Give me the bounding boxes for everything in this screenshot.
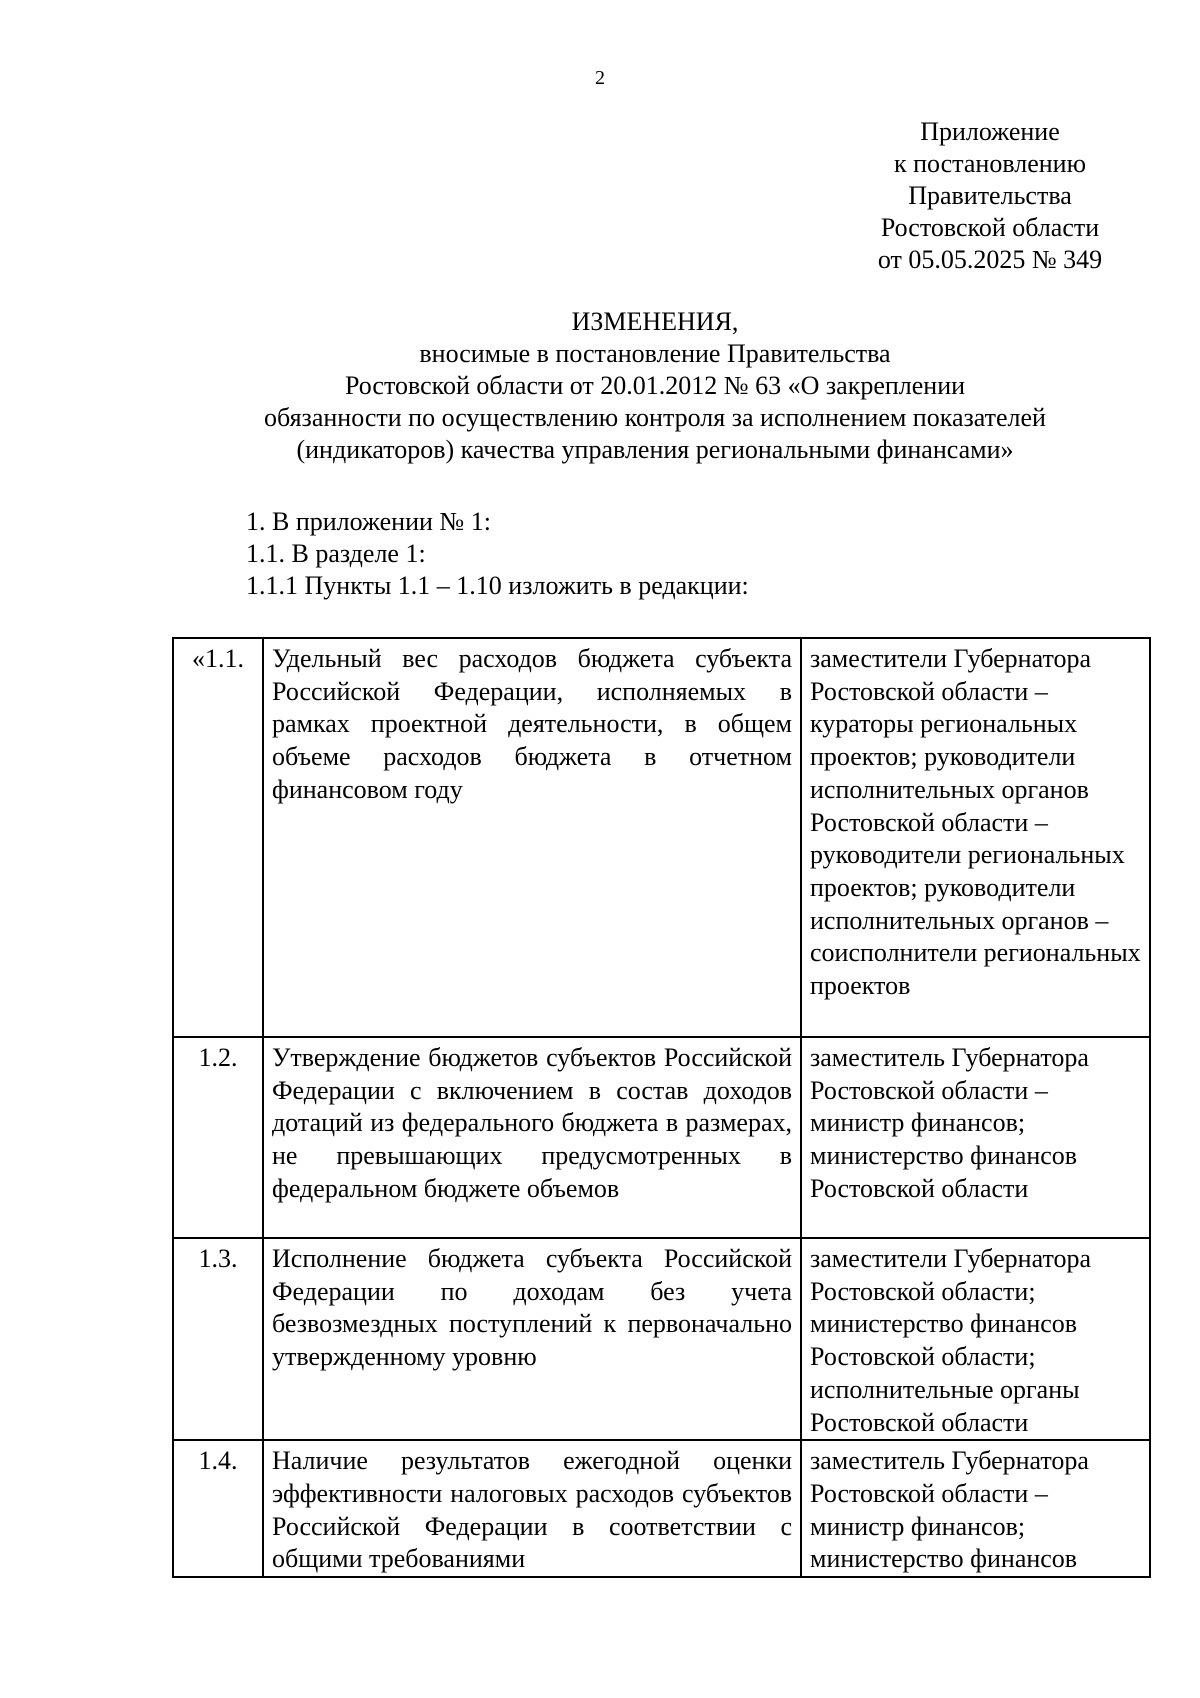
title-line: Ростовской области от 20.01.2012 № 63 «О закреплении xyxy=(344,371,966,400)
page-number: 2 xyxy=(595,67,605,89)
responsible-cell: заместитель Губернатора Ростовской области – министр финансов; министерство финансов xyxy=(801,1440,1150,1577)
row-number: 1.3. xyxy=(173,1238,263,1440)
appendix-line: Ростовской области xyxy=(880,213,1100,242)
appendix-line: от 05.05.2025 № 349 xyxy=(877,245,1103,274)
intro-line: 1.1. В разделе 1: xyxy=(246,539,426,568)
row-number: 1.4. xyxy=(173,1440,263,1577)
title-line: обязанности по осуществлению контроля за исполнением показателей xyxy=(264,403,1046,432)
responsible-cell: заместитель Губернатора Ростовской области – министр финансов; министерство финансов Ростовской области xyxy=(801,1037,1150,1238)
indicator-cell: Наличие результатов ежегодной оценки эффективности налоговых расходов субъектов Российской Федерации в соответствии с общими требованиями xyxy=(263,1440,801,1577)
intro-paragraphs xyxy=(246,506,1146,602)
appendix-reference xyxy=(840,116,1140,276)
table-row xyxy=(173,1440,1150,1577)
indicator-cell: Исполнение бюджета субъекта Российской Федерации по доходам без учета безвозмездных поступлений к первоначально утвержденному уровню xyxy=(263,1238,801,1440)
intro-line: 1.1.1 Пункты 1.1 – 1.10 изложить в редакции: xyxy=(246,571,749,600)
row-number: 1.2. xyxy=(173,1037,263,1238)
table-row xyxy=(173,1037,1150,1238)
indicator-cell: Удельный вес расходов бюджета субъекта Российской Федерации, исполняемых в рамках проектной деятельности, в общем объеме расходов бюджета в отчетном финансовом году xyxy=(263,638,801,1037)
indicator-cell: Утверждение бюджетов субъектов Российской Федерации с включением в состав доходов дотаций из федерального бюджета в размерах, не превышающих предусмотренных в федеральном бюджете объемов xyxy=(263,1037,801,1238)
table-row xyxy=(173,638,1150,1037)
table-row xyxy=(173,1238,1150,1440)
responsible-cell: заместители Губернатора Ростовской области – кураторы региональных проектов; руководители исполнительных органов Ростовской области – руководители региональных проектов; руководители исполнительных органов – соисполнители региональных проектов xyxy=(801,638,1150,1037)
appendix-line: Правительства xyxy=(908,181,1072,210)
intro-line: 1. В приложении № 1: xyxy=(246,507,491,536)
appendix-line: Приложение xyxy=(920,117,1060,146)
title-line: вносимые в постановление Правительства xyxy=(419,339,891,368)
title-heading: ИЗМЕНЕНИЯ, xyxy=(571,307,739,336)
indicators-table xyxy=(172,637,1151,1578)
responsible-cell: заместители Губернатора Ростовской области; министерство финансов Ростовской области; исполнительные органы Ростовской области xyxy=(801,1238,1150,1440)
row-number: «1.1. xyxy=(173,638,263,1037)
title-line: (индикаторов) качества управления региональными финансами» xyxy=(296,435,1014,464)
document-title xyxy=(150,306,1160,466)
appendix-line: к постановлению xyxy=(893,149,1087,178)
